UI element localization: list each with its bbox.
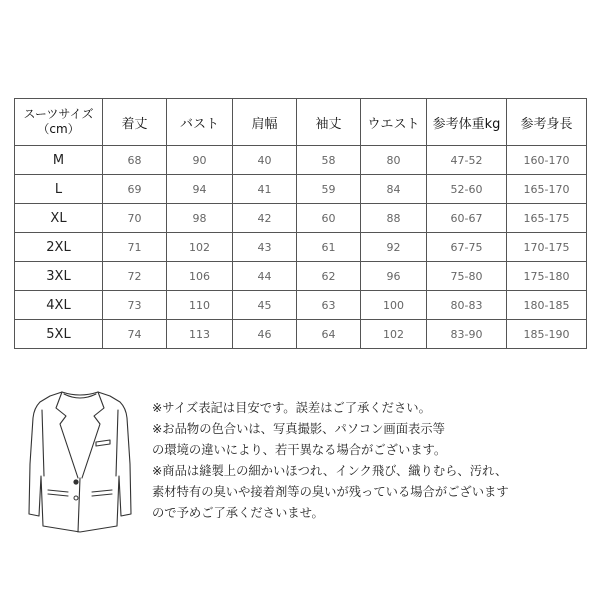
column-header-shoulder: 肩幅 (233, 99, 297, 146)
table-cell: 42 (233, 204, 297, 233)
note-line: ので予めご了承くださいませ。 (152, 506, 324, 520)
table-cell: 160-170 (507, 146, 587, 175)
table-cell: 70 (103, 204, 167, 233)
table-cell: 41 (233, 175, 297, 204)
notes-block (152, 398, 592, 524)
table-cell: 94 (167, 175, 233, 204)
table-cell: 75-80 (427, 262, 507, 291)
table-cell: 98 (167, 204, 233, 233)
note-line: ※サイズ表記は目安です。誤差はご了承ください。 (152, 401, 431, 415)
table-cell: 165-170 (507, 175, 587, 204)
table-cell: 175-180 (507, 262, 587, 291)
column-header-bust: バスト (167, 99, 233, 146)
table-cell: 165-175 (507, 204, 587, 233)
table-cell: 84 (361, 175, 427, 204)
table-cell: 68 (103, 146, 167, 175)
table-cell: 185-190 (507, 320, 587, 349)
size-label-cell: 4XL (15, 291, 103, 320)
table-row (15, 291, 587, 320)
size-label-cell: XL (15, 204, 103, 233)
table-cell: 59 (297, 175, 361, 204)
table-cell: 61 (297, 233, 361, 262)
note-line: 素材特有の臭いや接着剤等の臭いが残っている場合がございます (152, 485, 509, 499)
table-cell: 100 (361, 291, 427, 320)
suit-jacket-icon (26, 386, 134, 534)
table-cell: 110 (167, 291, 233, 320)
table-cell: 113 (167, 320, 233, 349)
table-cell: 63 (297, 291, 361, 320)
table-cell: 90 (167, 146, 233, 175)
table-cell: 92 (361, 233, 427, 262)
size-label-cell: L (15, 175, 103, 204)
table-cell: 43 (233, 233, 297, 262)
table-cell: 52-60 (427, 175, 507, 204)
table-cell: 102 (361, 320, 427, 349)
size-label-cell: 3XL (15, 262, 103, 291)
size-label-cell: M (15, 146, 103, 175)
size-column-header (15, 99, 103, 146)
table-row (15, 204, 587, 233)
table-cell: 80-83 (427, 291, 507, 320)
note-line: ※商品は縫製上の細かいほつれ、インク飛び、織りむら、汚れ、 (152, 464, 508, 478)
size-label-cell: 2XL (15, 233, 103, 262)
table-cell: 45 (233, 291, 297, 320)
table-cell: 46 (233, 320, 297, 349)
table-cell: 73 (103, 291, 167, 320)
note-line: ※お品物の色合いは、写真撮影、パソコン画面表示等 (152, 422, 445, 436)
table-cell: 72 (103, 262, 167, 291)
table-cell: 58 (297, 146, 361, 175)
table-cell: 60 (297, 204, 361, 233)
column-header-weight: 参考体重kg (427, 99, 507, 146)
size-header-unit: （cm） (37, 122, 80, 136)
table-cell: 60-67 (427, 204, 507, 233)
table-row (15, 320, 587, 349)
size-header-label: スーツサイズ (23, 107, 94, 121)
table-row (15, 262, 587, 291)
table-cell: 71 (103, 233, 167, 262)
column-header-height: 参考身長 (507, 99, 587, 146)
table-cell: 62 (297, 262, 361, 291)
size-table-body (15, 146, 587, 349)
size-chart-table (14, 98, 587, 349)
note-line: の環境の違いにより、若干異なる場合がございます。 (152, 443, 447, 457)
table-header-row (15, 99, 587, 146)
table-row (15, 175, 587, 204)
column-header-length: 着丈 (103, 99, 167, 146)
table-cell: 44 (233, 262, 297, 291)
table-cell: 180-185 (507, 291, 587, 320)
column-header-sleeve: 袖丈 (297, 99, 361, 146)
table-cell: 80 (361, 146, 427, 175)
table-cell: 102 (167, 233, 233, 262)
table-cell: 74 (103, 320, 167, 349)
table-cell: 64 (297, 320, 361, 349)
table-cell: 69 (103, 175, 167, 204)
table-cell: 83-90 (427, 320, 507, 349)
table-cell: 106 (167, 262, 233, 291)
table-row (15, 146, 587, 175)
table-row (15, 233, 587, 262)
size-label-cell: 5XL (15, 320, 103, 349)
table-cell: 67-75 (427, 233, 507, 262)
table-cell: 88 (361, 204, 427, 233)
table-cell: 40 (233, 146, 297, 175)
table-cell: 170-175 (507, 233, 587, 262)
column-header-waist: ウエスト (361, 99, 427, 146)
table-cell: 47-52 (427, 146, 507, 175)
table-cell: 96 (361, 262, 427, 291)
